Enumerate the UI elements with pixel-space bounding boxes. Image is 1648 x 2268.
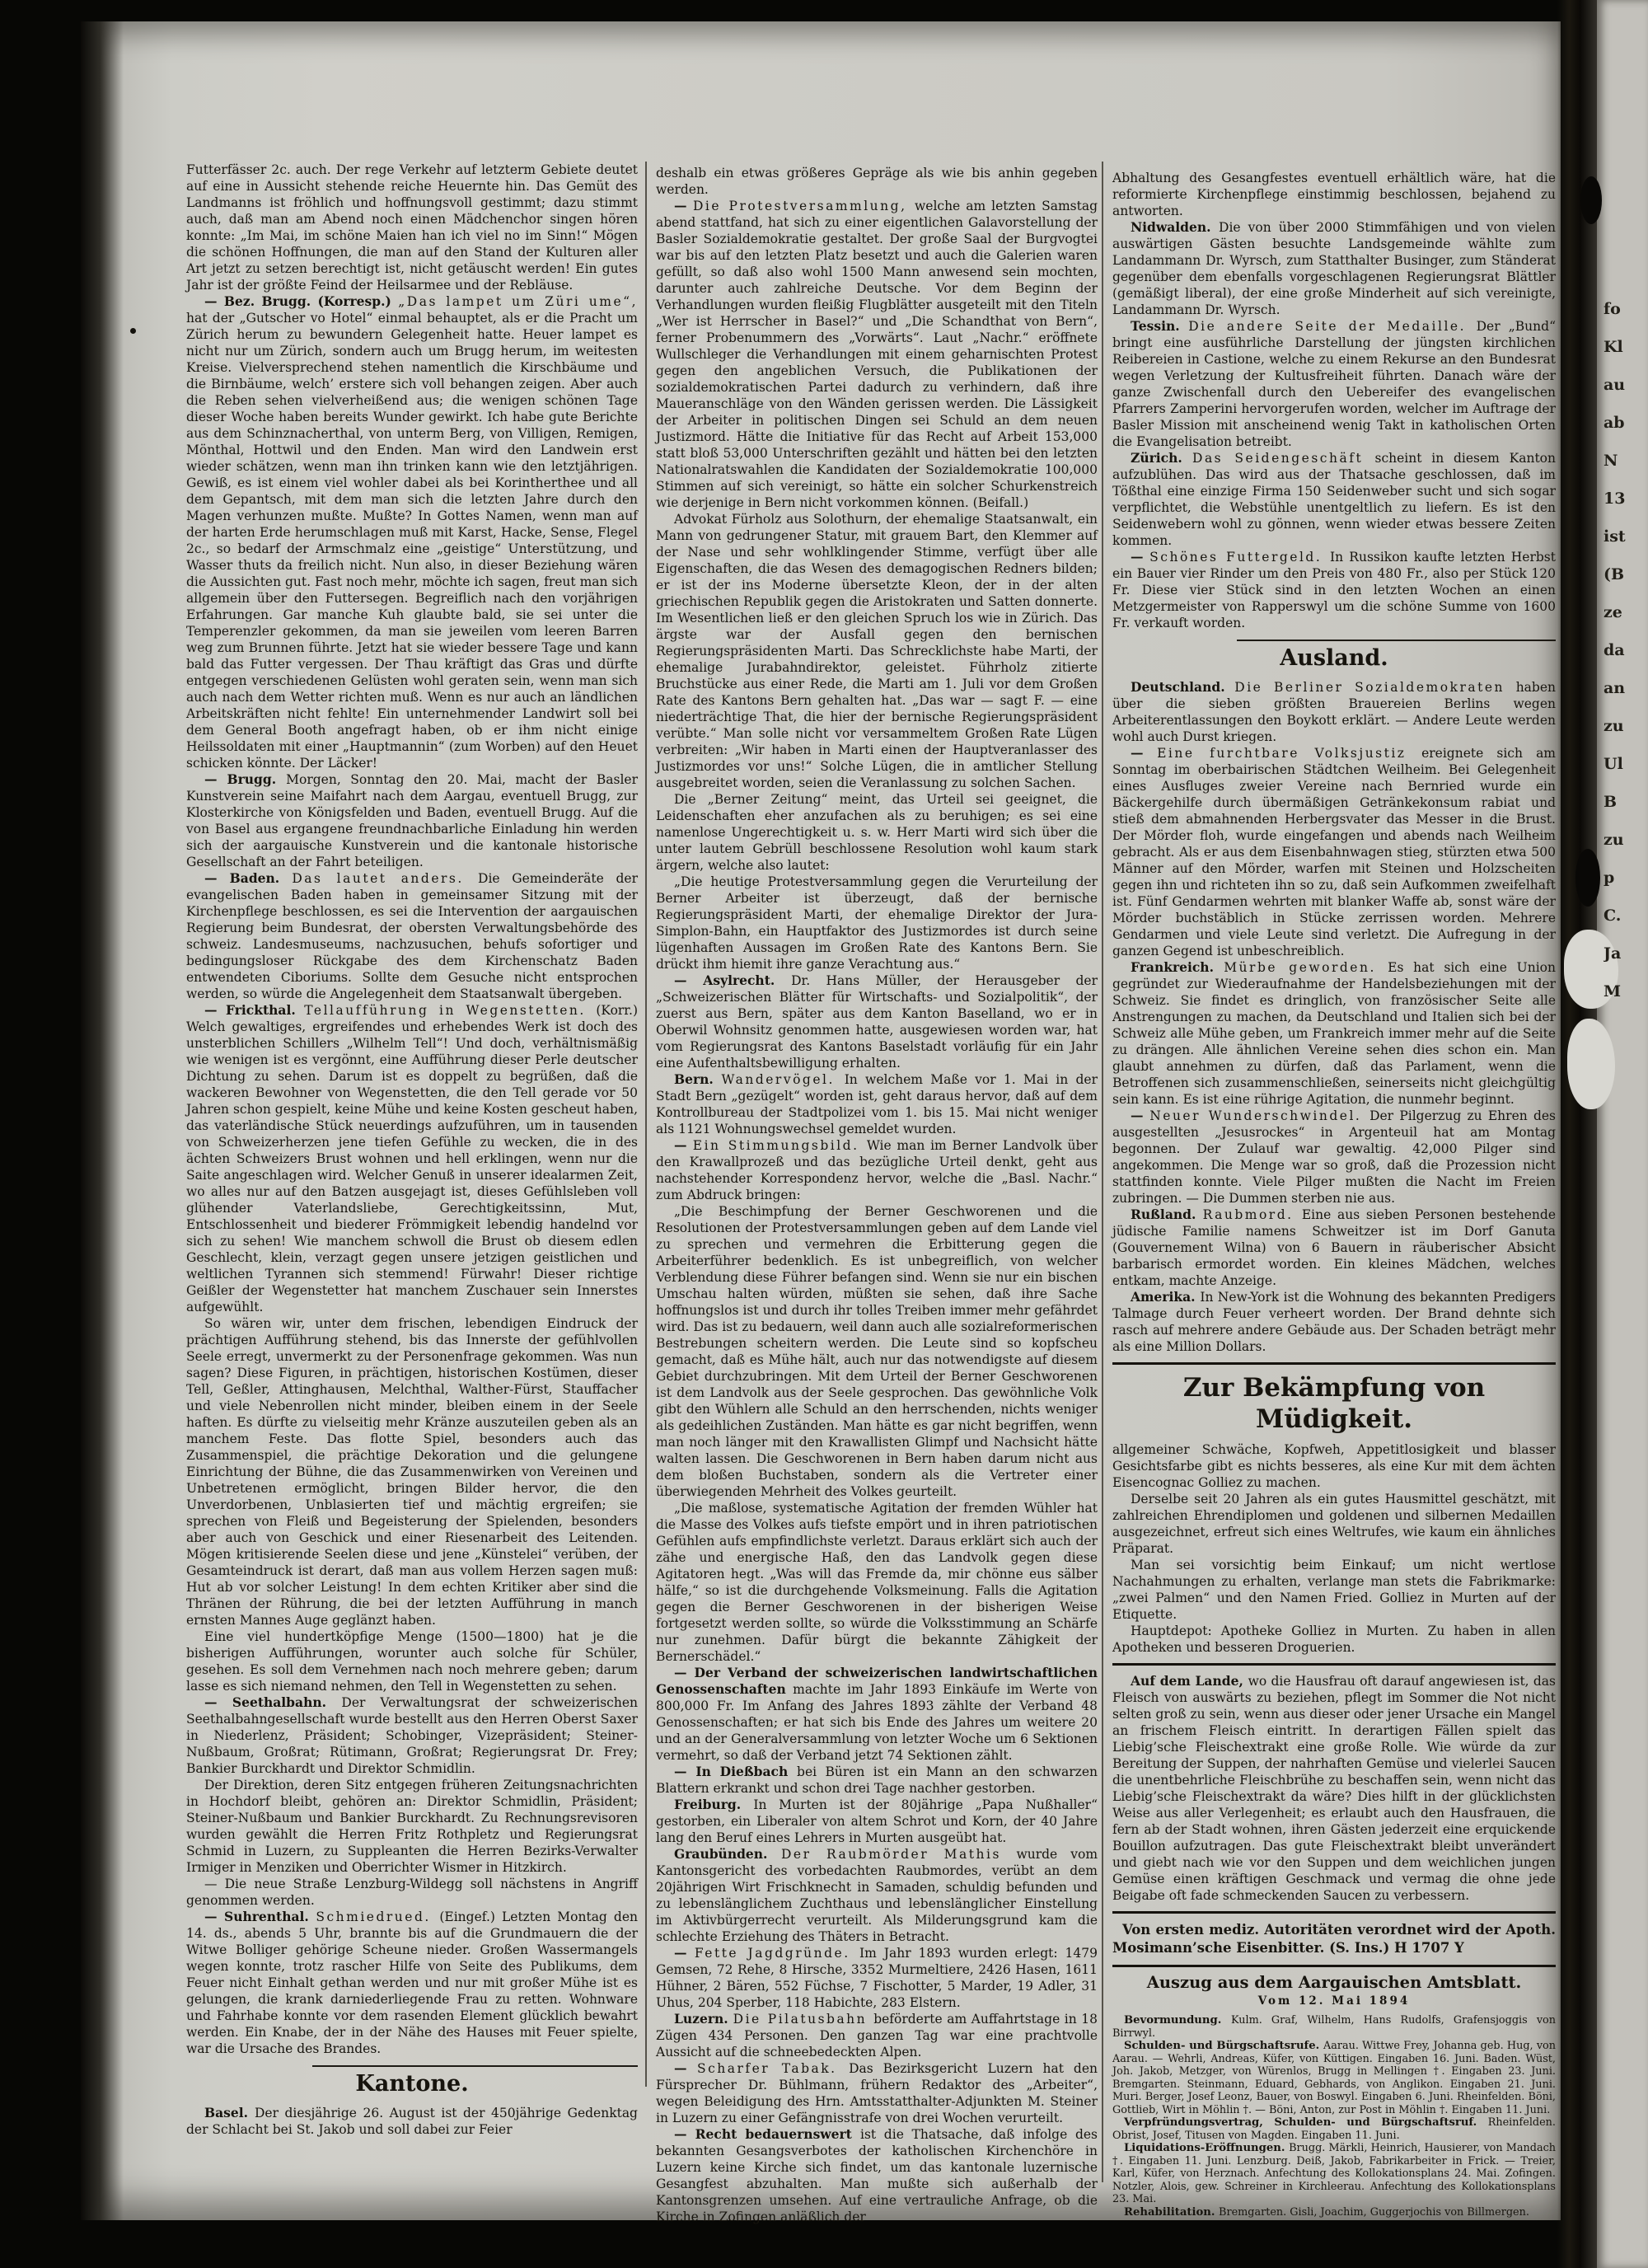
- paragraph-lead: Rußland.: [1131, 1207, 1203, 1222]
- news-paragraph: Advokat Fürholz aus Solothurn, der ehemalige Staatsanwalt, ein Mann von gedrungener Statur, mit grauem Bart, den Klemmer auf der Nase und sehr wohlklingender Stimme, verfügt über alle Eigenschaften, die das Wesen des demagogischen Redners bilden; er ist der ins Moderne übersetzte Kleon, der in der alten griechischen Republik gegen die Aristokraten und Satten donnerte. Im Wesentlichen ließ er den gleichen Spruch los wie in Zürich. Das ärgste war der Ausfall gegen den bernischen Regierungspräsidenten Marti. Das Schrecklichste habe Marti, der ehemalige Jurabahndirektor, geleistet. Führholz zitierte Bruchstücke aus einer Rede, die Marti am 1. Juli vor dem Großen Rate des Kantons Bern gehalten hat. „Das war — sagt F. — eine niederträchtige That, die hier der bernische Regierungspräsident verübte.“ Man solle nicht vor versammeltem Großen Rate Lügen verbreiten: „Wir haben in Marti einen der Hauptveranlasser des Justizmordes vor uns!“ Solche Lügen, die in amtlicher Stellung ausgebreitet worden, seien die Veranlassung zu solchen Sachen.: [656, 512, 1098, 790]
- news-paragraph: — Neuer Wunderschwindel. Der Pilgerzug zu Ehren des ausgestellten „Jesusrockes“ in Argenteuil hat am Montag begonnen. Der Zulauf war gewaltig. 42,000 Pilger sind angekommen. Die Menge war so groß, daß die Prozession nicht stattfinden konnte. Viele Pilger mußten die Nacht im Freien zubringen. — Die Dummen sterben nie aus.: [1112, 1108, 1557, 1206]
- ad-heading: Zur Bekämpfung von Müdigkeit.: [1182, 1373, 1486, 1434]
- news-paragraph: deshalb ein etwas größeres Gepräge als wie bis anhin gegeben werden.: [656, 166, 1098, 197]
- news-paragraph: — Ein Stimmungsbild. Wie man im Berner Landvolk über den Krawallprozeß und das bezügliche Urteil denkt, geht aus nachstehender Korrespondenz hervor, welche die „Basl. Nachr.“ zum Abdruck bringen:: [656, 1137, 1098, 1202]
- paragraph-lead: Graubünden.: [674, 1846, 781, 1862]
- paragraph-lead: — Seethalbahn.: [204, 1694, 342, 1710]
- amtsblatt-entry: Liquidations-Eröffnungen. Brugg. Märkli, Heinrich, Hausierer, von Mandach †. Eingaben 11. Juni. Lenzburg. Deiß, Jakob, Fabrikarbeiter in Frick. — Treier, Karl, Küfer, von Herznach. Anfechtung des Kollokationsplans 24. Mai. Zofingen. Notzler, Alois, gew. Schreiner in Kirchleerau. Anfechtung des Kollokationsplans 23. Mai.: [1112, 2142, 1557, 2205]
- news-paragraph: — Bez. Brugg. (Korresp.) „Das lampet um Züri ume“, hat der „Gutscher vo Hotel“ einmal behauptet, als er die Pracht um Zürich herum zu bewundern Gelegenheit hatte. Heuer lampet es nicht nur um Zürich, sondern auch um Brugg herum, im weitesten Kreise. Vielversprechend stehen namentlich die Kirschbäume und die Birnbäume, welch’ erstere sich voll behangen zeigen. Aber auch die Reben sehen vielverheißend aus; die wenigen schönen Tage dieser Woche haben bereits Wunder gewirkt. Ich habe gute Berichte aus dem Schinznacherthal, von unterm Berg, von Villigen, Remigen, Mönthal, Hottwil und den Enden. Man wird den Landwein erst wieder schätzen, wenn man ihn trinken kann wie den letztjährigen. Gewiß, es ist einem viel wohler dabei als bei Korintherthee und all dem Gepantsch, mit dem man sich die letzten Jahre durch den Magen verhunzen mußte. Mußte? In Gottes Namen, wenn man auf der harten Erde herumschlagen muß mit Karst, Hacke, Sense, Flegel 2c., so bedarf der Armschmalz eine „geistige“ Unterstützung, und Wasser thuts da freilich nicht. Nun also, in dieser Beziehung wären die Aussichten gut. Fast noch mehr, möchte ich sagen, freut man sich allgemein über den Futtersegen. Begreiflich nach den vorjährigen Erfahrungen. Gar manche Kuh glaubte bald, sie sei unter die Temperenzler gekommen, da man sie jeweilen vom leeren Barren weg zum Brunnen führte. Jetzt hat sie wieder bessere Tage und kann bald das Futter vergessen. Der Thau kräftigt das Gras und dürfte entgegen verschiedenen Gelüsten wohl geraten sein, wenn man sich auch nach dem Wetter richten muß. Wenn es nur auch an ländlichen Arbeitskräften nicht fehlte! Ein unternehmender Landwirt soll bei dem General Booth angefragt haben, ob er ihm nicht einige Heilssoldaten mit einer „Hauptmannin“ (zum Worben) auf den Heuet schicken könnte. Der Läcker!: [186, 293, 638, 771]
- news-paragraph: — Eine furchtbare Volksjustiz ereignete sich am Sonntag im oberbairischen Städtchen Weilheim. Bei Gelegenheit eines Ausfluges zweier Vereine nach Bernried wurde ein Bäckergehilfe durch übermäßigen Getränkekonsum rabiat und stieß dem abmahnenden Herbergsvater das Messer in die Brust. Der Mörder floh, wurde eingefangen und abends nach Weilheim gebracht. Als er aus dem Eisenbahnwagen stieg, stürzten etwa 500 Männer auf den Mörder, warfen mit Steinen und Holzscheiten gegen ihn und richteten ihn so zu, daß sein Aufkommen zweifelhaft ist. Fünf Gendarmen wehrten mit blanker Waffe ab, sonst wäre der Mörder buchstäblich in Stücke zerrissen worden. Mehrere Gendarmen und viele Leute sind verletzt. Die Aufregung in der ganzen Gegend ist unbeschreiblich.: [1112, 745, 1557, 958]
- next-page-text-fragment: Kl: [1604, 338, 1623, 356]
- news-paragraph: — Fette Jagdgründe. Im Jahr 1893 wurden erlegt: 1479 Gemsen, 72 Rehe, 8 Hirsche, 3352 Murmeltiere, 2426 Hasen, 1611 Hühner, 2 Bären, 552 Füchse, 7 Fischotter, 5 Marder, 19 Adler, 31 Uhus, 204 Sperber, 118 Habichte, 283 Elstern.: [656, 1945, 1098, 2010]
- next-page-text-fragment: da: [1604, 641, 1625, 659]
- next-page-text-fragment: (B: [1604, 565, 1625, 583]
- next-page-text-fragment: ist: [1604, 527, 1626, 546]
- book-spine-shadow: [81, 21, 124, 2220]
- news-paragraph: — Schönes Futtergeld. In Russikon kaufte letzten Herbst ein Bauer vier Rinder um den Preis von 480 Fr., also per Stück 120 Fr. Diese vier Stück sind in den letzten Wochen an einen Metzgermeister von Rapperswyl um die schöne Summe von 1600 Fr. verkauft worden.: [1112, 549, 1556, 630]
- amtsblatt-heading: Auszug aus dem Aargauischen Amtsblatt.: [1146, 1973, 1522, 1992]
- paragraph-emphasis: Wandervögel.: [721, 1072, 845, 1087]
- column-divider: [645, 162, 647, 2087]
- next-page-fragments: [1604, 290, 1648, 1010]
- news-paragraph: — Suhrenthal. Schmiedrued. (Eingef.) Letzten Montag den 14. ds., abends 5 Uhr, brannte bis auf die Grundmauern die der Witwe Bolliger gehörige Scheune nieder. Großen Wassermangels wegen konnte, trotz rascher Hilfe von Seite des Publikums, dem Feuer nicht Einhalt gethan werden und nur mit großer Mühe ist es gelungen, die krank darniederliegende Frau zu retten. Wohnware und Fahrhabe konnte vor dem rasenden Element glücklich bewahrt werden. Ein Knabe, der in der Nähe des Hauses mit Feuer spielte, war die Ursache des Brandes.: [186, 1909, 638, 2056]
- paragraph-lead: —: [674, 2060, 697, 2076]
- amtsblatt-entry: Rehabilitation. Bremgarten. Gisli, Joachim, Guggerjochis von Billmergen.: [1124, 2205, 1529, 2219]
- next-page-text-fragment: zu: [1604, 717, 1624, 735]
- paragraph-emphasis: Mürbe geworden.: [1224, 960, 1388, 975]
- scan-artifact: [1575, 849, 1600, 907]
- news-paragraph: — Der Verband der schweizerischen landwirtschaftlichen Genossenschaften machte im Jahr 1893 Einkäufe im Werte von 800,000 Fr. Im Anfang des Jahres 1893 zählte der Verband 48 Genossenschaften; er hat sich bis Ende des Jahres um weitere 20 und an der Generalversammlung von letzter Woche um 6 Sektionen vermehrt, so daß der Verband jetzt 74 Sektionen zählt.: [656, 1665, 1098, 1763]
- next-page-text-fragment: M: [1604, 982, 1622, 1000]
- section-rule: [1237, 640, 1556, 641]
- paragraph-emphasis: Scharfer Tabak.: [696, 2061, 850, 2076]
- paragraph-lead: —: [674, 198, 693, 213]
- paragraph-lead: Luzern.: [674, 2011, 733, 2027]
- section-rule: [312, 2065, 638, 2067]
- next-page-text-fragment: C.: [1604, 907, 1622, 925]
- news-paragraph: Tessin. Die andere Seite der Medaille. Der „Bund“ bringt eine ausführliche Darstellung der jüngsten kirchlichen Reibereien in Castione, welche zu einem Rekurse an den Bundesrat wegen Verletzung der Kultusfreiheit führten. Danach wäre der ganze Zwischenfall durch den Uebereifer des evangelischen Pfarrers Zamperini hervorgerufen worden, welcher im Auftrage der Basler Mission mit anscheinend wenig Takt in katholischen Orten die Evangelisation betreibt.: [1112, 318, 1556, 449]
- entry-lead: Schulden- und Bürgschaftsrufe.: [1124, 2040, 1323, 2052]
- paragraph-emphasis: Die Protestversammlung,: [692, 199, 915, 213]
- heavy-rule: [1112, 1965, 1556, 1967]
- paragraph-emphasis: Raubmord.: [1202, 1207, 1302, 1222]
- scan-artifact: [1580, 176, 1602, 224]
- paragraph-lead: —: [1131, 1108, 1150, 1123]
- torn-paper-artifact: [1567, 1019, 1615, 1109]
- paragraph-lead: — Suhrenthal.: [204, 1909, 316, 1924]
- column-divider: [1102, 162, 1103, 2182]
- news-paragraph: Futterfässer 2c. auch. Der rege Verkehr auf letzterm Gebiete deutet auf eine in Aussicht stehende reiche Heuernte hin. Das Gemüt des Landmanns ist fröhlich und hoffnungsvoll gestimmt; dazu stimmt auch, daß man am Abend noch einen Mädchenchor singen hören konnte: „Im Mai, im schöne Maien han ich viel no im Sinn!“ Mögen die schönen Hoffnungen, die man auf den Stand der Kulturen aller Art jetzt zu setzen berechtigt ist, nicht getäuscht werden! Ein gutes Jahr ist der größte Feind der Heilsarmee und der Rebläuse.: [186, 162, 638, 293]
- news-paragraph: Zürich. Das Seidengeschäft scheint in diesem Kanton aufzublühen. Das wird aus der Thatsache geschlossen, daß im Tößthal eine einzige Firma 150 Seidenweber sucht und sich sogar verpflichtet, die Webstühle unentgeltlich zu liefern. Es ist den Seidenwebern wohl zu gönnen, wenn wieder etwas bessere Zeiten kommen.: [1112, 450, 1556, 548]
- heavy-rule: [1112, 1362, 1556, 1365]
- amtsblatt-entry: Verpfründungsvertrag, Schulden- und Bürgschaftsruf. Rheinfelden. Obrist, Josef, Titusen von Magden. Eingaben 11. Juni.: [1112, 2116, 1556, 2142]
- news-paragraph: Nidwalden. Die von über 2000 Stimmfähigen und von vielen auswärtigen Gästen besuchte Landsgemeinde wählte zum Landammann Dr. Wyrsch, zum Statthalter Businger, zum Ständerat gegenüber dem ebenfalls vorgeschlagenen Regierungsrat Blättler (gemäßigt liberal), der eine große Minderheit auf sich vereinigte, Landammann Dr. Wyrsch.: [1112, 219, 1556, 317]
- next-page-text-fragment: au: [1604, 376, 1626, 394]
- news-paragraph: — Seethalbahn. Der Verwaltungsrat der schweizerischen Seethalbahngesellschaft wurde bestellt aus den Herren Oberst Saxer in Niederlenz, Präsident; Schobinger, Vizepräsident; Steiner-Nußbaum, Großrat; Rütimann, Großrat; Regierungsrat Dr. Frey; Bankier Burckhardt und Direktor Schmidlin.: [186, 1694, 638, 1776]
- news-paragraph: „Die heutige Protestversammlung gegen die Verurteilung der Berner Arbeiter ist überzeugt, daß der bernische Regierungspräsident Marti, der ehemalige Direktor der Jura-Simplon-Bahn, ein Hauptfaktor des Justizmordes ist durch seine lügenhaften Aussagen im Großen Rate des Kantons Bern. Sie drückt ihm hiemit ihre ganze Verachtung aus.“: [656, 874, 1098, 972]
- heavy-rule: [1112, 1911, 1556, 1914]
- notice-line: Von ersten mediz. Autoritäten verordnet wird der Apoth. Mosimann’sche Eisenbitter. (S. Ins.) H 1707 Y: [1112, 1922, 1556, 1956]
- news-paragraph: Abhaltung des Gesangfestes eventuell erhältlich wäre, hat die reformierte Kirchenpflege einstimmig beschlossen, bejahend zu antworten.: [1112, 171, 1556, 218]
- news-paragraph: Der Direktion, deren Sitz entgegen früheren Zeitungsnachrichten in Hochdorf bleibt, gehören an: Direktor Schmidlin, Präsident; Steiner-Nußbaum und Bankier Burckhardt. Zu Rechnungsrevisoren wurden gewählt die Herren Fritz Rothpletz und Regierungsrat Schmid in Luzern, zu Suppleanten die Herren Bezirks-Verwalter Irmiger in Menziken und Oberrichter Wismer in Hitzkirch.: [186, 1778, 638, 1875]
- paragraph-emphasis: Die Pilatusbahn: [733, 2012, 874, 2027]
- paragraph-emphasis: Der Raubmörder Mathis: [780, 1847, 1017, 1862]
- news-paragraph: Die „Berner Zeitung“ meint, das Urteil sei geeignet, die Leidenschaften eher anzufachen als zu beruhigen; es sei eine namenlose Ungerechtigkeit u. s. w. Herr Marti wird sich über die unter lautem Gebrüll beschlossene Resolution wohl kaum stark ärgern, welche also lautet:: [656, 792, 1098, 873]
- paragraph-emphasis: Schmiedrued.: [316, 1910, 440, 1924]
- paragraph-lead: —: [1131, 745, 1158, 761]
- news-paragraph: — Die Protestversammlung, welche am letzten Samstag abend stattfand, hat sich zu einer eigentlichen Galavorstellung der Basler Sozialdemokratie gestaltet. Der große Saal der Burgvogtei war bis auf den letzten Platz besetzt und auch die Galerien waren gefüllt, so daß also wohl 1500 Mann anwesend sein mochten, darunter auch zahlreiche Deutsche. Vor dem Beginn der Verhandlungen wurden fleißig Flugblätter ausgeteilt mit den Titeln „Wer ist Herrscher in Basel?“ und „Die Schandthat von Bern“, ferner Probenummern des „Vorwärts“. Laut „Nachr.“ eröffnete Wullschleger die Verhandlungen mit einem geharnischten Protest gegen den angeblichen Versuch, die Publikationen der sozialdemokratischen Partei dadurch zu verhindern, daß ihre Maueranschläge von den Wänden gerissen werden. Die Lässigkeit der Arbeiter in politischen Dingen sei Schuld an dem neuen Justizmord. Hätte die Initiative für das Recht auf Arbeit 153,000 statt bloß 53,000 Unterschriften gezählt und hätten bei den letzten Nationalratswahlen die Kandidaten der Sozialdemokratie 100,000 Stimmen auf sich vereinigt, so hätte ein solcher Schurkenstreich wie derjenige in Bern nicht vorkommen können. (Beifall.): [656, 198, 1098, 510]
- news-paragraph: „Die Beschimpfung der Berner Geschworenen und die Resolutionen der Protestversammlungen geben auf dem Lande viel zu sprechen und vermehren die Erbitterung gegen die Arbeiterführer bedenklich. Es ist unbegreiflich, von welcher Verblendung diese Führer befangen sind. Wenn sie nur ein bischen Umschau halten würden, müßten sie sehen, daß ihre Sache hoffnungslos ist und durch ihr tolles Treiben immer mehr gefährdet wird. Das ist zu bedauern, weil dann auch alle sozialreformerischen Bestrebungen scheitern werden. Die Leute sind so kopfscheu gemacht, daß es Mühe hält, auch nur das notwendigste auf diesem Gebiet durchzubringen. Mit dem Urteil der Berner Geschworenen ist dem Landvolk aus der Seele gesprochen. Das gewöhnliche Volk gibt den Wühlern alle Schuld an den herrschenden, nichts weniger als gedeihlichen Zuständen. Man hätte es gar nicht begriffen, wenn man noch länger mit den Krawallisten Glimpf und Nachsicht hätte walten lassen. Die Geschworenen in Bern haben darum nicht aus dem bloßen Buchstaben, sondern als die Vertreter einer überwiegenden Mehrheit des Volkes geurteilt.: [656, 1204, 1098, 1499]
- news-paragraph: Rußland. Raubmord. Eine aus sieben Personen bestehende jüdische Familie namens Schweitzer ist im Dorf Ganuta (Gouvernement Wilna) von 6 Bauern in räuberischer Absicht barbarisch ermordet worden. Ein kleines Mädchen, welches entkam, machte Anzeige.: [1112, 1207, 1557, 1288]
- paragraph-emphasis: Eine furchtbare Volksjustiz: [1157, 746, 1422, 761]
- news-paragraph: Graubünden. Der Raubmörder Mathis wurde vom Kantonsgericht des vorbedachten Raubmordes, verübt an dem 20jährigen Wirt Frischknecht in Samaden, schuldig befunden und zu lebenslänglichem Zuchthaus und lebenslänglicher Einstellung im Aktivbürgerrecht verurteilt. Als Milderungsgrund kam die schlechte Erziehung des Thäters in Betracht.: [656, 1846, 1098, 1944]
- news-paragraph: Man sei vorsichtig beim Einkauf; um nicht wertlose Nachahmungen zu erhalten, verlange man stets die Fabrikmarke: „zwei Palmen“ und den Namen Fried. Golliez in Murten auf der Etiquette.: [1112, 1558, 1556, 1622]
- paragraph-emphasis: Die andere Seite der Medaille.: [1188, 319, 1477, 334]
- news-paragraph: — In Dießbach bei Büren ist ein Mann an den schwarzen Blattern erkrankt und schon drei Tage nachher gestorben.: [656, 1764, 1098, 1796]
- paragraph-emphasis: Die Berliner Sozialdemokraten: [1234, 680, 1516, 695]
- paragraph-lead: Deutschland.: [1131, 679, 1235, 695]
- news-paragraph: Auf dem Lande, wo die Hausfrau oft darauf angewiesen ist, das Fleisch von auswärts zu beziehen, pflegt im Sommer die Not nicht selten groß zu sein, wenn aus dieser oder jener Ursache ein Mangel an frischem Fleisch eintritt. In derartigen Fällen spielt das Liebig’sche Fleischextrakt eine große Rolle. Wie würde da zur Bereitung der Suppen, der nahrhaften Gemüse und vielerlei Saucen die unentbehrliche Fleischbrühe zu beschaffen sein, wenn nicht das Liebig’sche Fleischextrakt da wäre? Dies hilft in der glücklichsten Weise aus aller Verlegenheit; es erlaubt auch den Hausfrauen, die fern ab der Stadt wohnen, ihren Gästen jederzeit eine erquickende Bouillon aufzutragen. Das gute Fleischextrakt bleibt unverändert und giebt nach wie vor den Suppen und dem weichlichen jungen Gemüse einen kräftigen Geschmack und vermag die ohne jede Beigabe oft fade schmeckenden Saucen zu verbessern.: [1112, 1673, 1556, 1903]
- news-paragraph: — Frickthal. Tellaufführung in Wegenstetten. (Korr.) Welch gewaltiges, ergreifendes und erhebendes Werk ist doch des unsterblichen Schillers „Wilhelm Tell“! Und doch, verhältnismäßig wie wenigen ist es vergönnt, eine Aufführung dieser Perle deutscher Dichtung zu sehen. Darum ist es doppelt zu begrüßen, daß die wackeren Bewohner von Wegenstetten, die den Tell gerade vor 50 Jahren schon gespielt, keine Mühe und keine Kosten gescheut haben, das vaterländische Stück neuerdings aufzuführen, um in tausenden von Schweizerherzen jene tiefen Gefühle zu wecken, die in des ächten Schweizers Brust wohnen und hell erklingen, wenn nur die Saite angeschlagen wird. Welcher Genuß in unserer idealarmen Zeit, wo alles nur auf den Batzen ausgejagt ist, dieses Gefühlsleben voll glühender Vaterlandsliebe, Gerechtigkeitssinn, Mut, Entschlossenheit und biederer Frömmigkeit lebendig handelnd vor sich zu sehen! Wie manchem schwoll die Brust ob diesem edlen Geschlecht, klein, verzagt gegen unsere jetzigen geistlichen und weltlichen Tyrannen sich stemmend! Fürwahr! Dieser richtige Geißler der Wegenstetter hat manchem Zuschauer sein Innerstes aufgewühlt.: [186, 1002, 638, 1314]
- news-paragraph: — Die neue Straße Lenzburg-Wildegg soll nächstens in Angriff genommen werden.: [186, 1877, 638, 1908]
- next-page-text-fragment: ze: [1604, 603, 1622, 621]
- news-paragraph: Luzern. Die Pilatusbahn beförderte am Auffahrtstage in 18 Zügen 434 Personen. Den ganzen Tag war eine prachtvolle Aussicht auf die schneebedeckten Alpen.: [656, 2011, 1098, 2059]
- news-paragraph: — Asylrecht. Dr. Hans Müller, der Herausgeber der „Schweizerischen Blätter für Wirtschafts- und Sozialpolitik“, der zuerst aus Bern, später aus dem Kanton Baselland, wo er in Oberwil Wohnsitz genommen hatte, ausgewiesen worden war, hat vom Regierungsrat des Kantons Baselstadt vorläufig für ein Jahr eine Aufenthaltsbewilligung erhalten.: [656, 972, 1098, 1071]
- section-heading: Kantone.: [355, 2071, 469, 2097]
- next-page-text-fragment: fo: [1604, 300, 1621, 318]
- paragraph-emphasis: Neuer Wunderschwindel.: [1149, 1108, 1370, 1123]
- news-paragraph: „Die maßlose, systematische Agitation der fremden Wühler hat die Masse des Volkes aufs tiefste empört und in ihren patriotischen Gefühlen aufs empfindlichste verletzt. Daraus erklärt sich auch der zähe und energische Haß, den das Landvolk gegen diese Agitatoren hegt. „Was will das Fremde da, mir chönne eus sälber hälfe,“ so ist die durchgehende Volksmeinung. Falls die Agitation gegen die Berner Geschworenen in der bisherigen Weise fortgesetzt werden sollte, so würde die Volksstimmung an Schärfe nur zunehmen. Dafür bürgt die bekannte Zähigkeit der Bernerschädel.“: [656, 1501, 1098, 1664]
- paragraph-lead: — Asylrecht.: [674, 972, 792, 988]
- paragraph-lead: Tessin.: [1131, 318, 1189, 334]
- paragraph-lead: Freiburg.: [674, 1797, 754, 1812]
- page-gutter-shadow: [1557, 0, 1597, 2268]
- paragraph-emphasis: Tellaufführung in Wegenstetten.: [304, 1003, 597, 1018]
- news-paragraph: — Brugg. Morgen, Sonntag den 20. Mai, macht der Basler Kunstverein seine Maifahrt nach dem Aargau, eventuell Brugg, zur Klosterkirche von Königsfelden und Baden, eventuell Brugg. Auf die von Basel aus ergangene freundnachbarliche Einladung hin werden sich der aargauische Kunstverein und die kantonale historische Gesellschaft an der Fahrt beteiligen.: [186, 771, 638, 869]
- amtsblatt-entry: Bevormundung. Kulm. Graf, Wilhelm, Hans Rudolfs, Grafensjoggis von Birrwyl.: [1112, 2014, 1556, 2040]
- amtsblatt-entry: Schulden- und Bürgschaftsrufe. Aarau. Wittwe Frey, Johanna geb. Hug, von Aarau. — Wehrli, Andreas, Küfer, von Küttigen. Eingaben 16. Juni. Baden. Wüst, Joh. Jakob, Metzger, von Würenlos, Brugg in Mellingen †. Eingaben 23. Juni. Bremgarten. Steinmann, Eduard, Gebhards, von Anglikon. Eingaben 21. Juni. Muri. Berger, Josef Leonz, Bauer, von Boswyl. Eingaben 6. Juni. Rheinfelden. Böni, Gottlieb, Wirt in Möhlin †. — Böni, Anton, zur Post in Möhlin †. Eingaben 11. Juni.: [1112, 2040, 1557, 2116]
- column-left: [186, 162, 638, 2138]
- paragraph-emphasis: Das lautet anders.: [292, 871, 479, 886]
- paragraph-lead: — In Dießbach: [674, 1764, 798, 1779]
- paragraph-lead: — Bez. Brugg. (Korresp.): [204, 293, 399, 309]
- next-page-text-fragment: p: [1604, 869, 1615, 887]
- scan-artifact: [130, 328, 136, 334]
- column-right: [1112, 170, 1556, 2219]
- news-paragraph: allgemeiner Schwäche, Kopfweh, Appetitlosigkeit und blasser Gesichtsfarbe gibt es nichts besseres, als eine Kur mit dem ächten Eisencognac Golliez zu machen.: [1112, 1442, 1556, 1490]
- news-paragraph: — Scharfer Tabak. Das Bezirksgericht Luzern hat den Fürsprecher Dr. Bühlmann, frühern Redaktor des „Arbeiter“, wegen Beleidigung des Hrn. Amtsstatthalter-Adjunkten M. Steiner in Luzern zu einer Gefängnisstrafe von drei Wochen verurteilt.: [656, 2060, 1098, 2125]
- news-paragraph: — Recht bedauernswert ist die Thatsache, daß infolge des bekannten Gesangsverbotes der katholischen Kirchenchöre in Luzern keine Kirche sich findet, um das kantonale luzernische Gesangfest abzuhalten. Man mußte sich außerhalb der Kantonsgrenzen umsehen. Auf eine vertrauliche Anfrage, ob die Kirche in Zofingen anläßlich der: [656, 2126, 1098, 2224]
- paragraph-lead: Zürich.: [1131, 450, 1193, 466]
- news-paragraph: Hauptdepot: Apotheke Golliez in Murten. Zu haben in allen Apotheken und besseren Droguerien.: [1112, 1624, 1556, 1655]
- next-page-text-fragment: Ul: [1604, 755, 1623, 773]
- paragraph-lead: —: [674, 1137, 693, 1153]
- entry-lead: Liquidations-Eröffnungen.: [1124, 2142, 1290, 2154]
- next-page-text-fragment: Ja: [1604, 944, 1622, 963]
- paragraph-emphasis: Schönes Futtergeld.: [1149, 550, 1330, 565]
- next-page-text-fragment: zu: [1604, 831, 1624, 849]
- amtsblatt-date: Vom 12. Mai 1894: [1257, 1994, 1411, 2008]
- next-page-text-fragment: an: [1604, 679, 1626, 697]
- entry-lead: Rehabilitation.: [1124, 2205, 1220, 2219]
- paragraph-lead: — Recht bedauernswert: [674, 2126, 860, 2142]
- news-paragraph: Derselbe seit 20 Jahren als ein gutes Hausmittel geschätzt, mit zahlreichen Ehrendiplomen und goldenen und silbernen Medaillen ausgezeichnet, erfreut sich eines Weltrufes, wie kaum ein ähnliches Präparat.: [1112, 1492, 1556, 1556]
- next-page-text-fragment: 13: [1604, 490, 1626, 508]
- news-paragraph: Amerika. In New-York ist die Wohnung des bekannten Predigers Talmage durch Feuer verheert worden. Der Brand dehnte sich rasch auf mehrere andere Gebäude aus. Der Schaden beträgt mehr als eine Million Dollars.: [1112, 1289, 1557, 1354]
- paragraph-lead: Bern.: [674, 1071, 722, 1087]
- column-middle: [656, 165, 1098, 2225]
- paragraph-lead: Frankreich.: [1131, 959, 1224, 975]
- section-heading: Ausland.: [1280, 645, 1388, 671]
- news-paragraph: Frankreich. Mürbe geworden. Es hat sich eine Union gegründet zur Wiederaufnahme der Handelsbeziehungen mit der Schweiz. Sie findet es dringlich, von französischer Seite alle Anstrengungen zu machen, da Deutschland und Italien sich bei der Schweiz alle Mühe geben, um Frankreich immer mehr auf die Seite zu drängen. Alle ähnlichen Vereine sehen dies schon ein. Man glaubt annehmen zu dürfen, daß das Parlament, wenn die Betroffenen sich zusammenschließen, seinerseits nicht gleichgültig sein kann. Es ist eine rührige Agitation, die nunmehr beginnt.: [1112, 959, 1556, 1107]
- paragraph-lead: — Frickthal.: [204, 1002, 305, 1018]
- news-paragraph: Bern. Wandervögel. In welchem Maße vor 1. Mai in der Stadt Bern „gezügelt“ worden ist, geht daraus hervor, daß auf dem Kontrollbureau der Stadtpolizei vom 1. bis 15. Mai nicht weniger als 1121 Wohnungswechsel gemeldet wurden.: [656, 1071, 1098, 1136]
- paragraph-emphasis: Das Seidengeschäft: [1192, 451, 1375, 466]
- paragraph-lead: Auf dem Lande,: [1131, 1673, 1248, 1689]
- paragraph-lead: —: [1131, 549, 1150, 565]
- news-paragraph: Deutschland. Die Berliner Sozialdemokraten haben über die sieben größten Brauereien Berlins wegen Arbeiterentlassungen den Boykott erklärt. — Andere Leute werden wohl auch Durst kriegen.: [1112, 679, 1556, 744]
- paragraph-lead: Basel.: [204, 2105, 255, 2120]
- paragraph-lead: — Der Verband der schweizerischen landwirtschaftlichen Genossenschaften: [656, 1665, 1098, 1697]
- paragraph-emphasis: „Das lampet um Züri ume“,: [398, 294, 638, 309]
- paragraph-lead: — Brugg.: [204, 771, 287, 787]
- news-paragraph: — Baden. Das lautet anders. Die Gemeinderäte der evangelischen Baden haben in gemeinsamer Sitzung mit der Kirchenpflege beschlossen, es sei die Intervention der aargauischen Regierung beim Bundesrat, der obersten Verwaltungsbehörde des schweiz. Landesmuseums, nachzusuchen, behufs sofortiger und bedingungsloser Rückgabe des dem Kirchenschatz Baden entwendeten Ciboriums. Sollte dem Gesuche nicht entsprochen werden, so würde die Angelegenheit dem Staatsanwalt übergeben.: [186, 870, 638, 1001]
- paragraph-lead: —: [674, 1945, 695, 1961]
- paragraph-lead: — Baden.: [204, 870, 293, 886]
- paragraph-emphasis: Fette Jagdgründe.: [694, 1946, 860, 1961]
- paragraph-lead: Amerika.: [1131, 1289, 1201, 1305]
- news-paragraph: Eine viel hundertköpfige Menge (1500—1800) hat je die bisherigen Aufführungen, worunter auch solche für Schüler, gesehen. Es soll dem Vernehmen nach noch mehrere geben; darum lasse es sich niemand nehmen, den Tell in Wegenstetten zu sehen.: [186, 1629, 638, 1694]
- news-paragraph: Basel. Der diesjährige 26. August ist der 450jährige Gedenktag der Schlacht bei St. Jakob und soll dabei zur Feier: [186, 2105, 638, 2137]
- heavy-rule: [1112, 1663, 1556, 1666]
- paragraph-emphasis: Ein Stimmungsbild.: [692, 1138, 867, 1153]
- paragraph-lead: Nidwalden.: [1131, 219, 1220, 235]
- entry-lead: Verpfründungsvertrag, Schulden- und Bürgschaftsruf.: [1124, 2116, 1488, 2129]
- news-paragraph: So wären wir, unter dem frischen, lebendigen Eindruck der prächtigen Aufführung stehend, bis das Innerste der gefühlvollen Seele erregt, unvermerkt zu der Personenfrage gekommen. Was nun sagen? Diese Figuren, in prächtigen, historischen Kostümen, dieser Tell, Geßler, Attinghausen, Melchthal, Walther-Fürst, Stauffacher und viele Nebenrollen nicht minder, bleiben einem in der Seele haften. Es dürfte zu vielseitig mehr Kränze auszuteilen geben als an manchem Feste. Das flotte Spiel, besonders auch das Zusammenspiel, die prächtige Dekoration und die gelungene Einrichtung der Bühne, die das Zusammenwirken von Vereinen und Unbetretenen ermöglicht, bringen Bilder hervor, die den Unverdorbenen, Unblasierten tief und mächtig ergreifen; sie sprechen von Fleiß und Begeisterung der Spielenden, besonders aber auch von Geschick und einer Riesenarbeit des Leitenden. Mögen kritisierende Seelen diese und jene „Künstelei“ verüben, der Gesamteindruck ist derart, daß man aus vollem Herzen sagen muß: Hut ab vor solcher Leistung! In dem echten Kritiker aber sind die Thränen der Rührung, die bei der letzten Aufführung in manch ernsten Mannes Auge geglänzt haben.: [186, 1316, 638, 1628]
- next-page-text-fragment: N: [1604, 452, 1618, 470]
- entry-lead: Bevormundung.: [1124, 2014, 1231, 2027]
- news-paragraph: Freiburg. In Murten ist der 80jährige „Papa Nußhaller“ gestorben, ein Liberaler von altem Schrot und Korn, der 40 Jahre lang den Beruf eines Lehrers in Murten ausgeübt hat.: [656, 1797, 1098, 1845]
- next-page-text-fragment: B: [1604, 793, 1618, 811]
- next-page-text-fragment: ab: [1604, 414, 1625, 432]
